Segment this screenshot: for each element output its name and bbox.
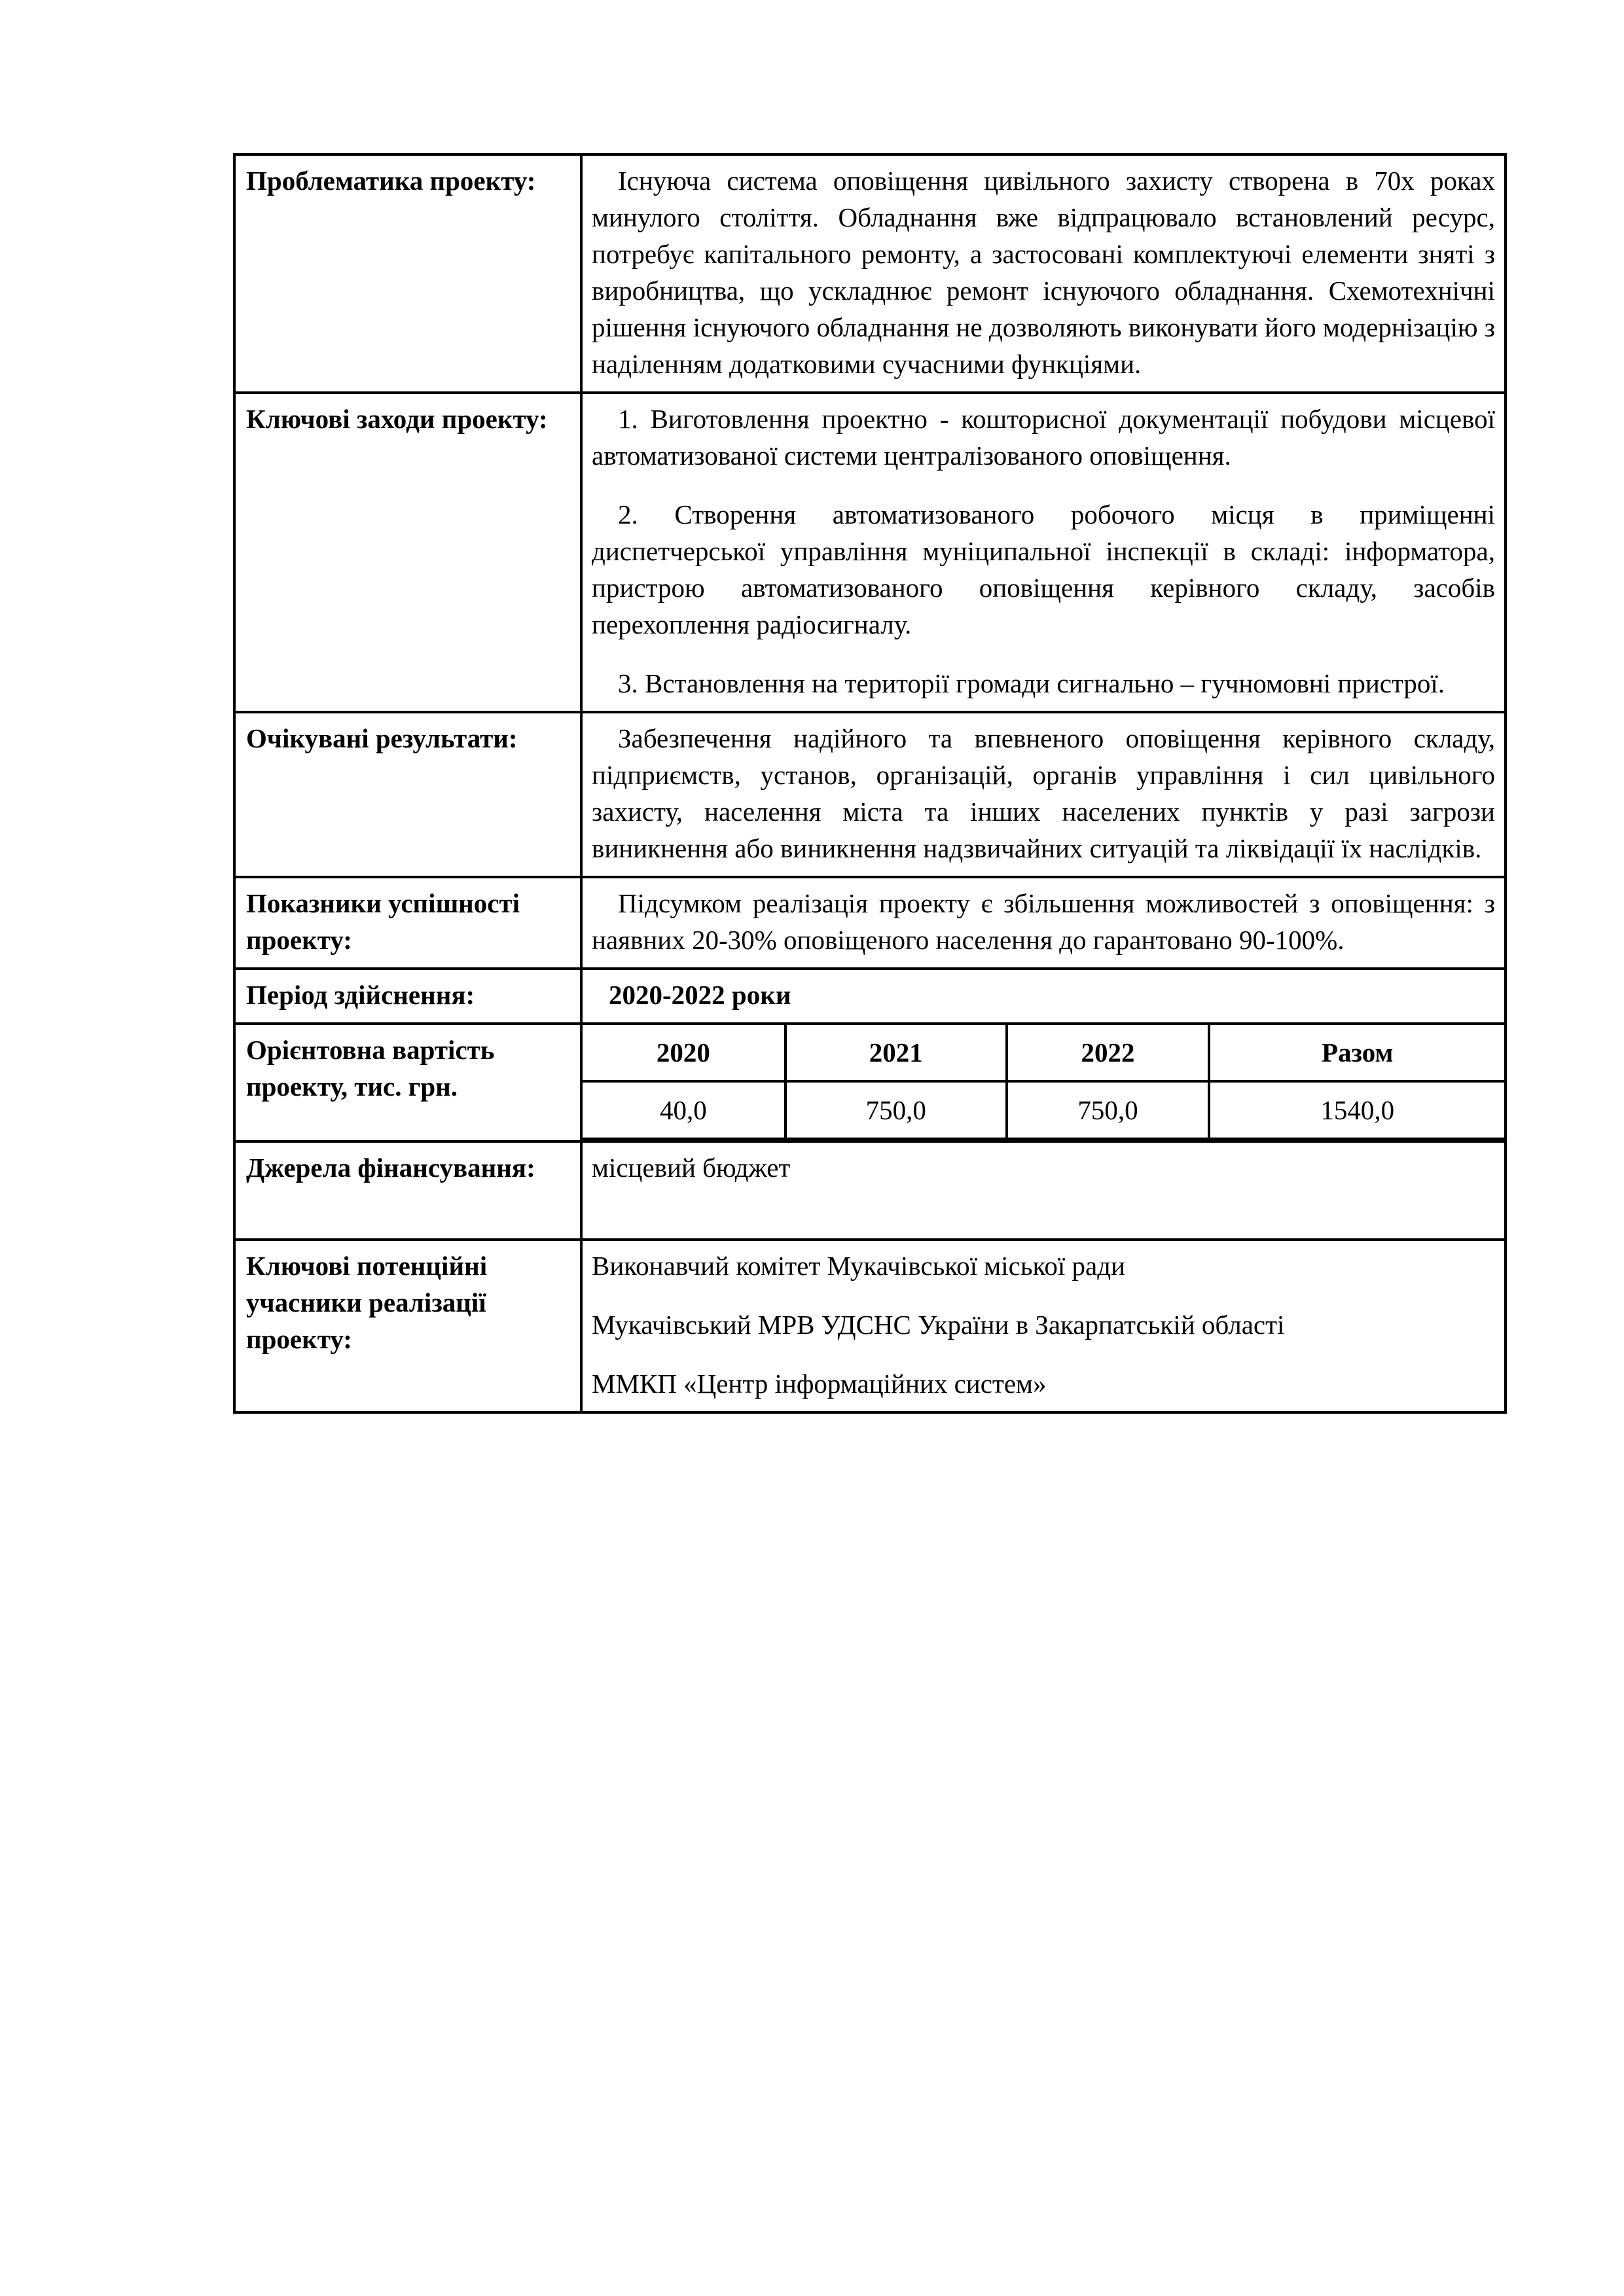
value-funding: місцевий бюджет xyxy=(581,1141,1506,1240)
measure-item-1: 1. Виготовлення проектно - кошторисної документації побудови місцевої автоматизованої системи централізованого оповіщення. xyxy=(592,404,1495,471)
indicators-text: Підсумком реалізація проекту є збільшення можливостей з оповіщення: з наявних 20-30% оповіщеного населення до гарантовано 90-100%. xyxy=(592,888,1495,955)
value-participants xyxy=(581,1240,1506,1412)
cost-value-2021: 750,0 xyxy=(785,1081,1007,1139)
cost-header-2021: 2021 xyxy=(785,1025,1007,1081)
row-results xyxy=(234,712,1506,877)
cost-table xyxy=(583,1025,1504,1140)
measure-item-2: 2. Створення автоматизованого робочого місця в приміщенні диспетчерської управління муніципальної інспекції в складі: інформатора, пристрою автоматизованого оповіщення керівного складу, засобів перехоплення радіосигналу. xyxy=(592,499,1495,639)
cost-header-row xyxy=(583,1025,1504,1081)
value-problem xyxy=(581,154,1506,393)
row-period xyxy=(234,969,1506,1024)
label-funding: Джерела фінансування: xyxy=(234,1141,581,1240)
label-results: Очікувані результати: xyxy=(234,712,581,877)
cost-header-2022: 2022 xyxy=(1007,1025,1210,1081)
cost-header-2020: 2020 xyxy=(583,1025,785,1081)
cost-header-total: Разом xyxy=(1209,1025,1504,1081)
participant-1: Виконавчий комітет Мукачівської міської ради xyxy=(592,1251,1125,1281)
participant-2: Мукачівський МРВ УДСНС України в Закарпатській області xyxy=(592,1310,1285,1340)
label-cost: Орієнтовна вартість проекту, тис. грн. xyxy=(234,1024,581,1141)
cost-value-total: 1540,0 xyxy=(1209,1081,1504,1139)
row-cost xyxy=(234,1024,1506,1141)
value-indicators xyxy=(581,877,1506,969)
participant-3: ММКП «Центр інформаційних систем» xyxy=(592,1369,1047,1399)
measure-item-3: 3. Встановлення на території громади сигнально – гучномовні пристрої. xyxy=(618,668,1445,698)
label-participants: Ключові потенційні учасники реалізації проекту: xyxy=(234,1240,581,1412)
row-funding xyxy=(234,1141,1506,1240)
cost-value-2020: 40,0 xyxy=(583,1081,785,1139)
label-indicators: Показники успішності проекту: xyxy=(234,877,581,969)
row-indicators xyxy=(234,877,1506,969)
project-passport-table xyxy=(233,153,1507,1414)
label-measures: Ключові заходи проекту: xyxy=(234,393,581,712)
value-cost xyxy=(581,1024,1506,1141)
cost-values-row xyxy=(583,1081,1504,1139)
value-results xyxy=(581,712,1506,877)
problem-text: Існуюча система оповіщення цивільного захисту створена в 70х роках минулого століття. Обладнання вже відпрацювало встановлений ресурс, потребує капітального ремонту, а застосовані комплектуючі елементи зняті з виробництва, що ускладнює ремонт існуючого обладнання. Схемотехнічні рішення існуючого обладнання не дозволяють виконувати його модернізацію з наділенням додатковими сучасними функціями. xyxy=(592,166,1495,379)
cost-value-2022: 750,0 xyxy=(1007,1081,1210,1139)
results-text: Забезпечення надійного та впевненого оповіщення керівного складу, підприємств, установ, організацій, органів управління і сил цивільного захисту, населення міста та інших населених пунктів у разі загрози виникнення або виникнення надзвичайних ситуацій та ліквідації їх наслідків. xyxy=(592,723,1495,863)
period-value: 2020-2022 роки xyxy=(581,969,1506,1024)
row-participants xyxy=(234,1240,1506,1412)
label-period: Період здійснення: xyxy=(234,969,581,1024)
value-measures xyxy=(581,393,1506,712)
row-measures xyxy=(234,393,1506,712)
row-problem xyxy=(234,154,1506,393)
label-problem: Проблематика проекту: xyxy=(234,154,581,393)
